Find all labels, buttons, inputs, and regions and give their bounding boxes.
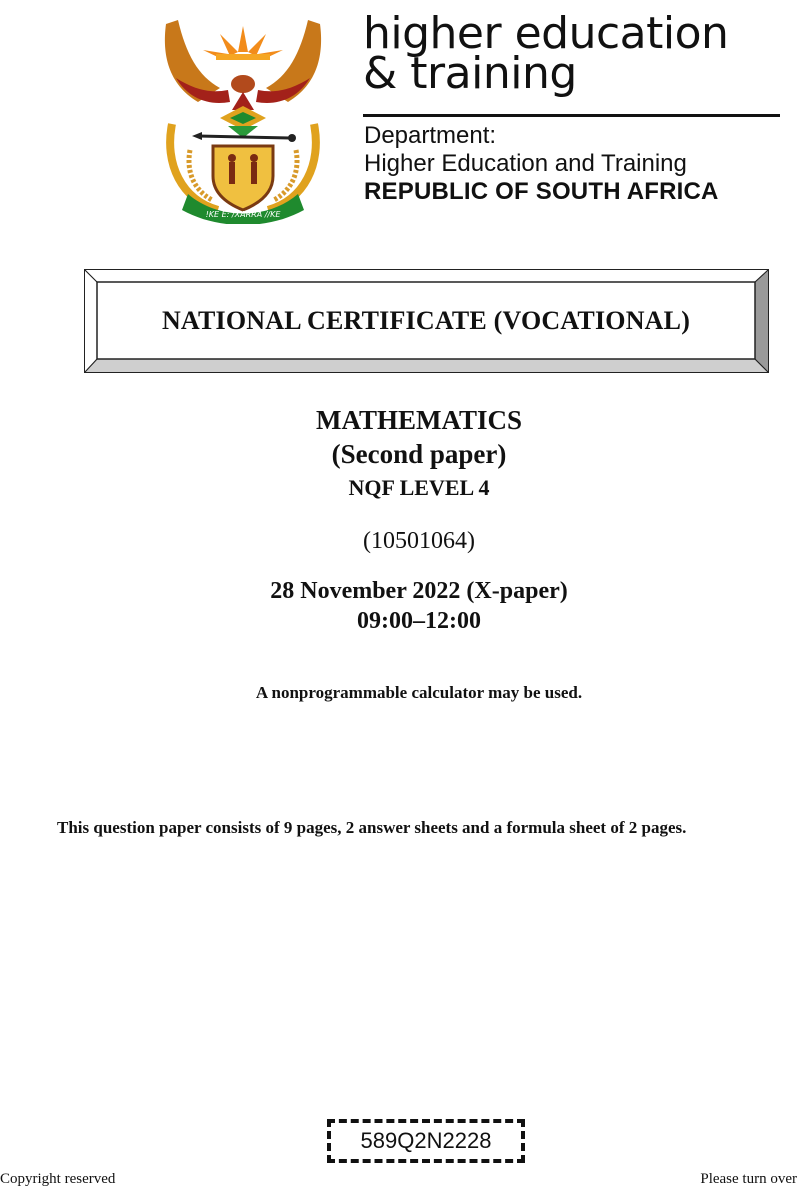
department-subtitle: [364, 122, 719, 206]
banner-title: NATIONAL CERTIFICATE (VOCATIONAL): [161, 305, 691, 335]
paper-code: 589Q2N2228: [360, 1128, 492, 1153]
emblem-motto: !KE E: /XARRA //KE: [205, 210, 281, 219]
exam-date: 28 November 2022 (X-paper): [270, 578, 568, 604]
paper-code-label: [327, 1119, 525, 1163]
coat-of-arms-logo: [158, 14, 328, 224]
exam-paper: (Second paper): [331, 439, 507, 469]
pages-note: This question paper consists of 9 pages, 2 answer sheets and a formula sheet of 2 pages.: [57, 818, 687, 837]
dept-sub-line1: Department:: [364, 122, 497, 149]
exam-level: NQF LEVEL 4: [348, 475, 490, 500]
department-title: [363, 8, 783, 99]
dept-title-line2: & training: [363, 48, 577, 99]
coat-of-arms-icon: [158, 14, 328, 224]
calculator-note: A nonprogrammable calculator may be used.: [255, 683, 583, 702]
dept-sub-line2: Higher Education and Training: [364, 150, 687, 177]
footer-copyright: Copyright reserved: [0, 1171, 116, 1187]
certificate-banner: [84, 269, 769, 373]
footer-turn-over: Please turn over: [700, 1171, 797, 1187]
exam-code: (10501064): [363, 528, 475, 554]
exam-time: 09:00–12:00: [357, 608, 481, 634]
dept-title-line1: higher education: [363, 8, 729, 59]
exam-subject: MATHEMATICS: [315, 405, 522, 435]
header-divider: [363, 114, 780, 117]
dept-sub-line3: REPUBLIC OF SOUTH AFRICA: [364, 178, 719, 205]
